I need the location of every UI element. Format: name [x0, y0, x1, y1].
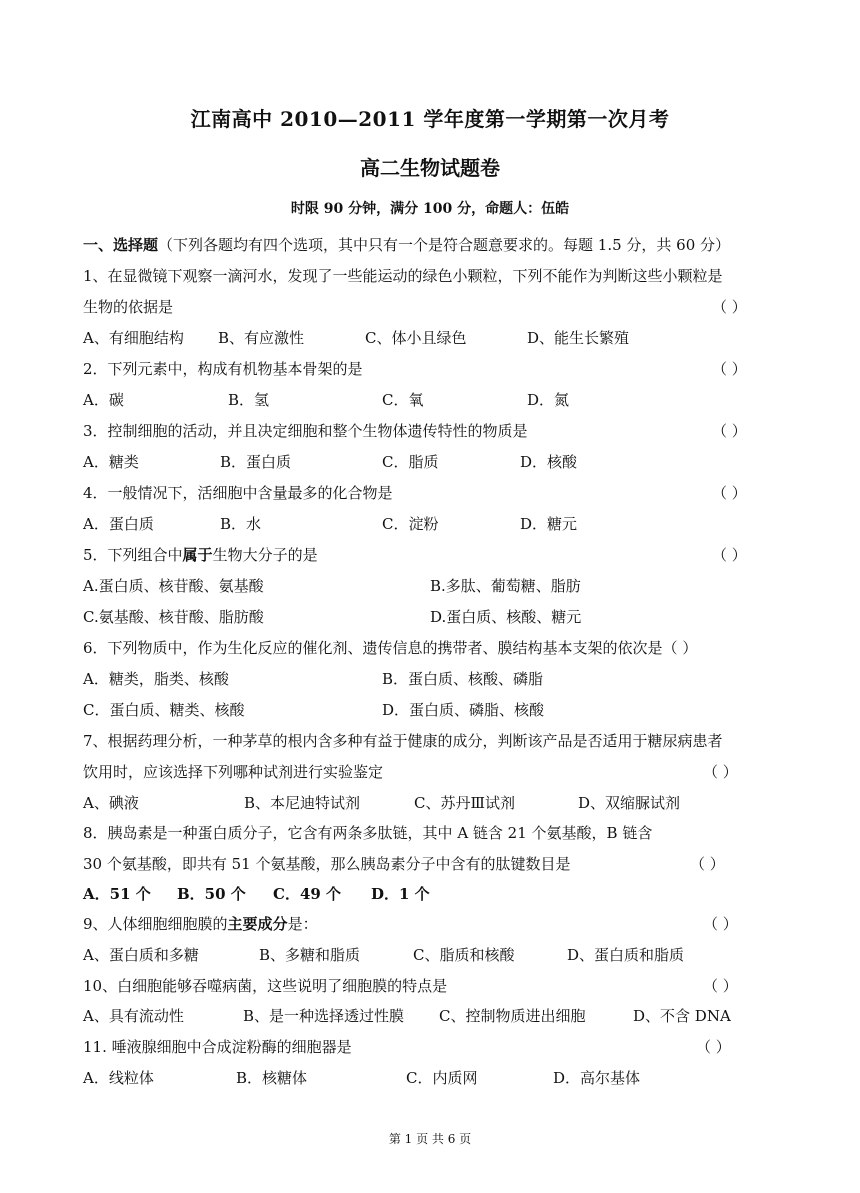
q9-stem-emphasis: 主要成分: [227, 915, 288, 933]
q11-option-b: B．核糖体: [236, 1069, 308, 1087]
q3-option-b: B．蛋白质: [220, 453, 292, 471]
q9-stem-part3: 是：: [287, 915, 318, 933]
q10-option-d: D、不含 DNA: [633, 1007, 731, 1025]
q1-stem-line1: 1、在显微镜下观察一滴河水，发现了一些能运动的绿色小颗粒，下列不能作为判断这些小颗粒是: [83, 267, 723, 285]
q1-answer-paren: （ ）: [712, 298, 747, 316]
q11-option-a: A．线粒体: [83, 1069, 154, 1087]
q2-option-a: A．碳: [83, 391, 124, 409]
q2-option-d: D．氮: [527, 391, 570, 409]
section-instructions: （下列各题均有四个选项，其中只有一个是符合题意要求的。每题 1.5 分，共 60 分）: [158, 236, 731, 254]
q10-answer-paren: （ ）: [703, 977, 738, 995]
q3-option-a: A．糖类: [83, 453, 139, 471]
q4-option-b: B．水: [220, 515, 262, 533]
q5-option-b: B.多肽、葡萄糖、脂肪: [430, 577, 581, 595]
q3-stem: 3．控制细胞的活动，并且决定细胞和整个生物体遗传特性的物质是: [83, 422, 528, 440]
q7-stem-line2: 饮用时，应该选择下列哪种试剂进行实验鉴定: [83, 763, 384, 781]
q5-option-d: D.蛋白质、核酸、糖元: [430, 608, 582, 626]
q4-option-c: C．淀粉: [382, 515, 439, 533]
q2-answer-paren: （ ）: [712, 360, 747, 378]
q1-stem-line2: 生物的依据是: [83, 298, 174, 316]
q6-option-c: C．蛋白质、糖类、核酸: [83, 701, 245, 719]
q7-option-b: B、本尼迪特试剂: [244, 794, 361, 812]
q5-option-c: C.氨基酸、核苷酸、脂肪酸: [83, 608, 264, 626]
q8-answer-paren: （ ）: [690, 855, 725, 873]
q1-option-c: C、体小且绿色: [365, 329, 467, 347]
q5-answer-paren: （ ）: [712, 546, 747, 564]
q3-answer-paren: （ ）: [712, 422, 747, 440]
q8-option-d: D．1 个: [371, 885, 430, 903]
q1-option-b: B、有应激性: [218, 329, 305, 347]
q5-option-a: A.蛋白质、核苷酸、氨基酸: [83, 577, 264, 595]
q7-option-a: A、碘液: [83, 794, 139, 812]
q3-option-c: C．脂质: [382, 453, 439, 471]
section-heading-line: [83, 234, 730, 255]
q4-stem: 4．一般情况下，活细胞中含量最多的化合物是: [83, 484, 393, 502]
q1-option-d: D、能生长繁殖: [527, 329, 630, 347]
q8-option-b: B．50 个: [177, 885, 246, 903]
q6-stem: 6．下列物质中，作为生化反应的催化剂、遗传信息的携带者、膜结构基本支架的依次是（ ）: [83, 639, 698, 657]
q7-option-d: D、双缩脲试剂: [578, 794, 681, 812]
q3-option-d: D．核酸: [520, 453, 578, 471]
q6-option-d: D．蛋白质、磷脂、核酸: [382, 701, 545, 719]
q5-stem-part1: 5．下列组合中: [83, 546, 183, 564]
q9-stem: [83, 913, 318, 934]
q6-option-a: A．糖类，脂类、核酸: [83, 670, 229, 688]
q7-answer-paren: （ ）: [703, 763, 738, 781]
q9-option-d: D、蛋白质和脂质: [567, 946, 685, 964]
q5-stem-part3: 生物大分子的是: [212, 546, 318, 564]
q10-stem: 10、白细胞能够吞噬病菌，这些说明了细胞膜的特点是: [83, 977, 448, 995]
exam-meta: 时限 90 分钟，满分 100 分，命题人：伍皓: [290, 201, 570, 217]
q10-option-a: A、具有流动性: [83, 1007, 184, 1025]
exam-subtitle: 高二生物试题卷: [360, 156, 500, 180]
q9-option-c: C、脂质和核酸: [413, 946, 515, 964]
q9-option-a: A、蛋白质和多糖: [83, 946, 199, 964]
q11-option-d: D．高尔基体: [553, 1069, 641, 1087]
q8-stem-line2: 30 个氨基酸，即共有 51 个氨基酸，那么胰岛素分子中含有的肽键数目是: [83, 855, 571, 873]
q5-stem-emphasis: 属于: [182, 546, 213, 564]
q11-option-c: C．内质网: [406, 1069, 478, 1087]
page-footer: 第 1 页 共 6 页: [388, 1132, 472, 1146]
q7-stem-line1: 7、根据药理分析，一种茅草的根内含多种有益于健康的成分，判断该产品是否适用于糖尿病患者: [83, 732, 723, 750]
q9-option-b: B、多糖和脂质: [259, 946, 361, 964]
q4-answer-paren: （ ）: [712, 484, 747, 502]
q4-option-a: A．蛋白质: [83, 515, 154, 533]
q6-option-b: B．蛋白质、核酸、磷脂: [382, 670, 544, 688]
section-heading: 一、选择题: [83, 236, 159, 254]
q1-option-a: A、有细胞结构: [83, 329, 184, 347]
exam-title: 江南高中 2010—2011 学年度第一学期第一次月考: [190, 107, 670, 131]
q9-answer-paren: （ ）: [703, 915, 738, 933]
q11-answer-paren: （ ）: [696, 1038, 731, 1056]
q2-option-b: B．氢: [228, 391, 270, 409]
q10-option-c: C、控制物质进出细胞: [439, 1007, 586, 1025]
q8-option-c: C．49 个: [273, 885, 342, 903]
q11-stem: 11. 唾液腺细胞中合成淀粉酶的细胞器是: [83, 1038, 352, 1056]
q2-stem: 2．下列元素中，构成有机物基本骨架的是: [83, 360, 363, 378]
q7-option-c: C、苏丹Ⅲ试剂: [414, 794, 515, 812]
q9-stem-part1: 9、人体细胞细胞膜的: [83, 915, 228, 933]
q8-option-a: A．51 个: [83, 885, 151, 903]
q10-option-b: B、是一种选择透过性膜: [243, 1007, 405, 1025]
q4-option-d: D．糖元: [520, 515, 578, 533]
q2-option-c: C．氧: [382, 391, 424, 409]
q8-stem-line1: 8．胰岛素是一种蛋白质分子，它含有两条多肽链，其中 A 链含 21 个氨基酸，B 链含: [83, 824, 653, 842]
q5-stem: [83, 544, 318, 565]
